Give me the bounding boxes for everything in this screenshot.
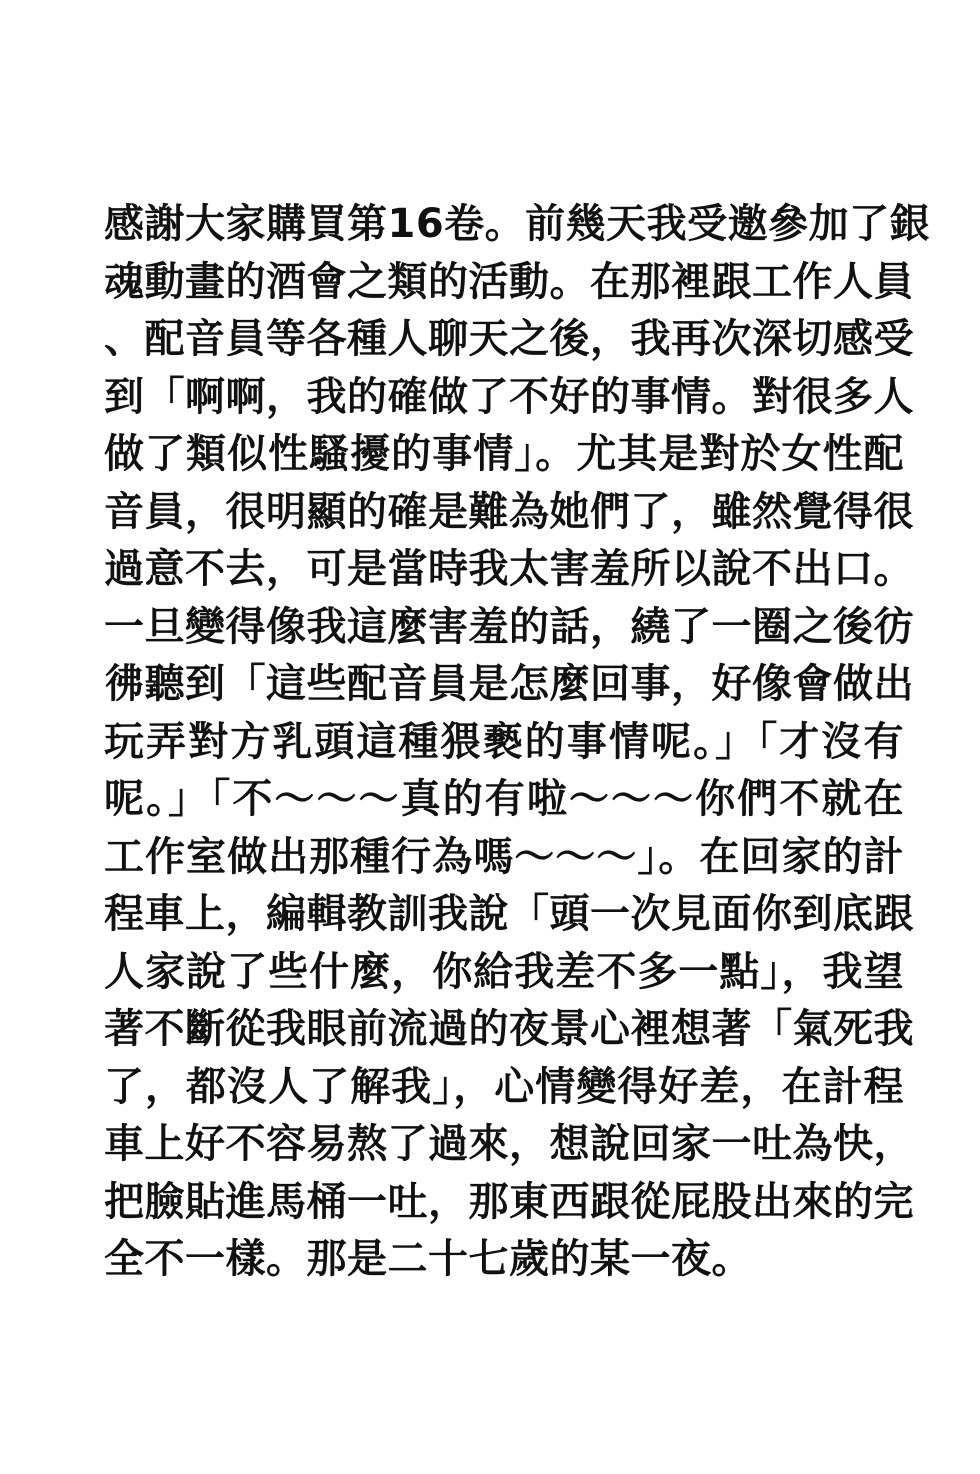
text-line-10: 玩弄對方乳頭這種猥褻的事情呢。」「才沒有 <box>104 718 904 765</box>
text-line-14: 人家說了些什麼，你給我差不多一點」，我望 <box>104 948 904 995</box>
text-line-8: 一旦變得像我這麼害羞的話，繞了一圈之後彷 <box>104 603 914 650</box>
text-line-7: 過意不去，可是當時我太害羞所以說不出口。 <box>104 546 914 592</box>
text-line-15: 著不斷從我眼前流過的夜景心裡想著「氣死我 <box>104 1006 914 1052</box>
text-line-9: 彿聽到「這些配音員是怎麼回事，好像會做出 <box>104 661 914 707</box>
text-line-17: 車上好不容易熬了過來，想說回家一吐為快， <box>104 1121 914 1167</box>
text-line-4: 到「啊啊，我的確做了不好的事情。對很多人 <box>104 373 914 420</box>
text-line-3: 、配音員等各種人聊天之後，我再次深切感受 <box>104 316 914 362</box>
text-line-12: 工作室做出那種行為嗎～～～」。在回家的計 <box>104 833 904 880</box>
text-line-19: 全不一樣。那是二十七歲的某一夜。 <box>104 1236 752 1282</box>
text-line-13: 程車上，編輯教訓我說「頭一次見面你到底跟 <box>104 891 914 937</box>
text-line-16: 了，都沒人了解我」，心情變得好差，在計程 <box>104 1063 904 1110</box>
afterword-text <box>104 196 931 1289</box>
text-line-1: 感謝大家購買第16卷。前幾天我受邀參加了銀 <box>104 201 931 247</box>
text-line-2: 魂動畫的酒會之類的活動。在那裡跟工作人員 <box>104 258 914 305</box>
text-line-11: 呢。」「不～～～真的有啦～～～你們不就在 <box>104 776 904 822</box>
text-line-6: 音員，很明顯的確是難為她們了，雖然覺得很 <box>104 488 914 535</box>
text-line-5: 做了類似性騷擾的事情」。尤其是對於女性配 <box>104 431 904 477</box>
text-line-18: 把臉貼進馬桶一吐，那東西跟從屁股出來的完 <box>104 1178 914 1225</box>
